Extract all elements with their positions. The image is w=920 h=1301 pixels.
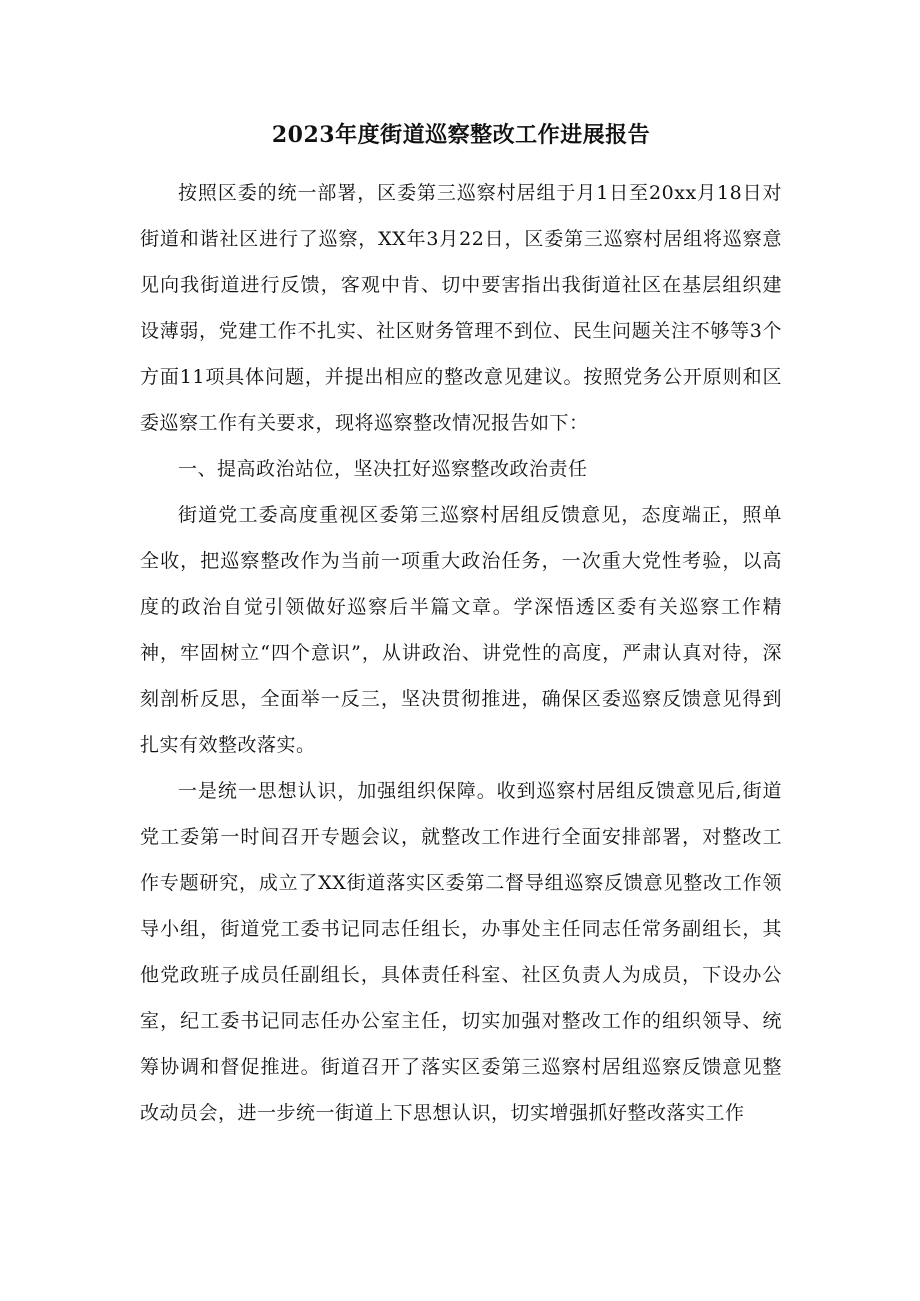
paragraph-intro: 按照区委的统一部署，区委第三巡察村居组于月1日至20xx月18日对街道和谐社区进行了巡察，XX年3月22日，区委第三巡察村居组将巡察意见向我街道进行反馈，客观中肯、切中要害指出我街道社区在基层组织建设薄弱，党建工作不扎实、社区财务管理不到位、民生问题关注不够等3个方面11项具体问题，并提出相应的整改意见建议。按照党务公开原则和区委巡察工作有关要求，现将巡察整改情况报告如下：	[140, 182, 782, 434]
paragraph-item-1: 一是统一思想认识，加强组织保障。收到巡察村居组反馈意见后,街道党工委第一时间召开专题会议，就整改工作进行全面安排部署，对整改工作专题研究，成立了XX街道落实区委第二督导组巡察反馈意见整改工作领导小组，街道党工委书记同志任组长，办事处主任同志任常务副组长，其他党政班子成员任副组长，具体责任科室、社区负责人为成员，下设办公室，纪工委书记同志任办公室主任，切实加强对整改工作的组织领导、统筹协调和督促推进。街道召开了落实区委第三巡察村居组巡察反馈意见整改动员会，进一步统一街道上下思想认识，切实增强抓好整改落实工作	[140, 780, 782, 1124]
document-title: 2023年度街道巡察整改工作进展报告	[271, 122, 651, 148]
paragraph-section-1: 街道党工委高度重视区委第三巡察村居组反馈意见，态度端正，照单全收，把巡察整改作为当前一项重大政治任务，一次重大党性考验，以高度的政治自觉引领做好巡察后半篇文章。学深悟透区委有关巡察工作精神，牢固树立“四个意识”，从讲政治、讲党性的高度，严肃认真对待，深刻剖析反思，全面举一反三，坚决贯彻推进，确保区委巡察反馈意见得到扎实有效整改落实。	[140, 504, 782, 756]
section-heading-1: 一、提高政治站位，坚决扛好巡察整改政治责任	[178, 458, 588, 480]
